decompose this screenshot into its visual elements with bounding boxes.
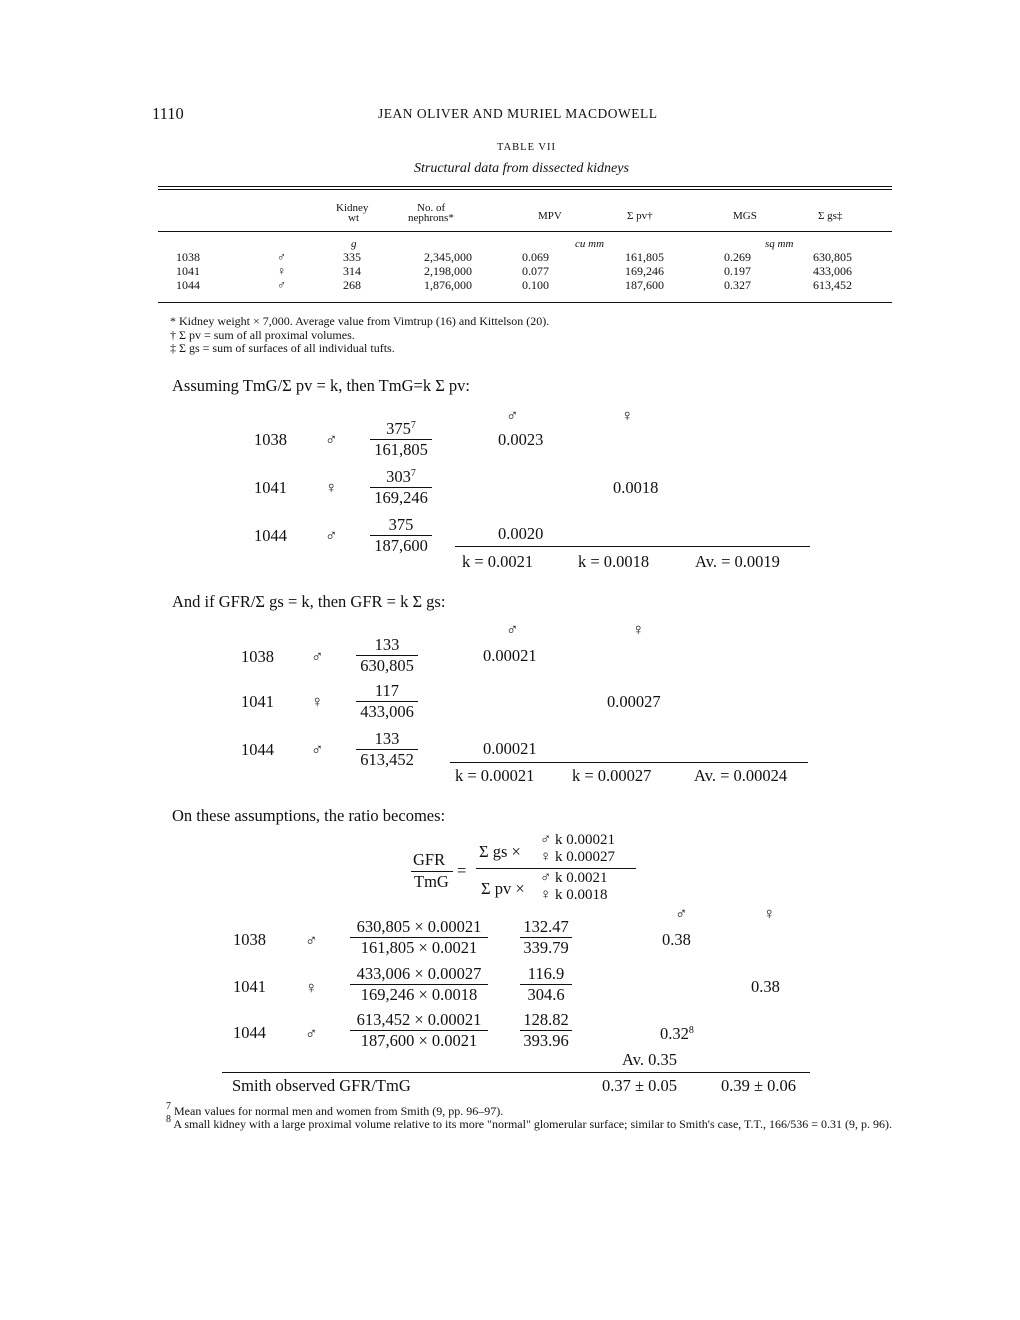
sex-symbol: ♂ <box>311 647 324 666</box>
male-column-symbol: ♂ <box>675 904 688 923</box>
result-denominator: 304.6 <box>527 985 565 1004</box>
male-value: 0.00021 <box>483 739 537 758</box>
formula-num-female: ♀ k 0.00027 <box>540 849 615 865</box>
table-cell-sex: ♂ <box>277 278 286 292</box>
male-column-symbol: ♂ <box>506 406 519 425</box>
table-cell-wt: 314 <box>343 264 361 278</box>
male-ratio <box>660 1024 694 1044</box>
formula-den-female: ♀ k 0.0018 <box>540 887 608 903</box>
kidney-id: 1038 <box>254 430 287 449</box>
formula-den-male: ♂ k 0.0021 <box>540 870 608 886</box>
formula-equals: = <box>457 861 467 880</box>
result-numerator: 116.9 <box>520 965 572 985</box>
female-value: 0.0018 <box>613 478 659 497</box>
section2-intro: And if GFR/Σ gs = k, then GFR = k Σ gs: <box>172 592 446 611</box>
table-rule-bottom <box>158 302 892 303</box>
formula-num-term: Σ gs × <box>479 842 521 861</box>
table-cell-id: 1038 <box>176 250 200 264</box>
female-value: 0.00027 <box>607 692 661 711</box>
k-male: k = 0.00021 <box>455 766 535 785</box>
result-fraction <box>520 1011 572 1050</box>
table-cell-sex: ♂ <box>277 250 286 264</box>
result-numerator: 132.47 <box>520 918 572 938</box>
fraction <box>356 636 418 675</box>
fraction <box>356 682 418 721</box>
footnote-text: A small kidney with a large proximal volume relative to its more "normal" glomerular surface; similar to Smith's case, T.T., 166/536 = 0.31 (9, p. 96). <box>171 1117 893 1131</box>
denominator: 169,246 × 0.0018 <box>360 985 478 1004</box>
footnote <box>166 1114 896 1131</box>
sex-symbol: ♂ <box>311 740 324 759</box>
formula-lhs-numerator: GFR <box>413 850 446 869</box>
formula-lhs-denominator: TmG <box>414 872 449 891</box>
table-rule-top-1 <box>158 186 892 187</box>
table-footnote: ‡ Σ gs = sum of surfaces of all individual tufts. <box>170 341 395 355</box>
k-average: Av. = 0.0019 <box>695 552 780 571</box>
result-fraction <box>520 965 572 1004</box>
sex-symbol: ♂ <box>325 526 338 545</box>
formula-num-male: ♂ k 0.00021 <box>540 832 615 848</box>
numerator: 375 <box>386 419 411 438</box>
footnote-text: Mean values for normal men and women from Smith (9, pp. 96–97). <box>171 1104 504 1118</box>
table-cell-mpv: 0.077 <box>522 264 549 278</box>
result-fraction <box>520 918 572 957</box>
smith-male: 0.37 ± 0.05 <box>602 1076 678 1095</box>
sex-symbol: ♀ <box>325 478 338 497</box>
fraction <box>349 1011 489 1050</box>
male-ratio <box>662 930 691 950</box>
table-cell-wt: 268 <box>343 278 361 292</box>
table-cell-sum-pv: 169,246 <box>625 264 664 278</box>
kidney-id: 1044 <box>254 526 287 545</box>
numerator: 303 <box>386 467 411 486</box>
sex-symbol: ♂ <box>325 430 338 449</box>
k-female: k = 0.00027 <box>572 766 652 785</box>
col-header-wt: wt <box>348 212 359 224</box>
table-cell-sum-gs: 613,452 <box>813 278 852 292</box>
smith-female: 0.39 ± 0.06 <box>721 1076 797 1095</box>
male-value: 0.0020 <box>498 524 544 543</box>
table-cell-mgs: 0.327 <box>724 278 751 292</box>
footnote-mark: 7 <box>166 1101 171 1112</box>
col-header-kidney: Kidney <box>336 202 369 214</box>
formula-rule <box>476 868 636 869</box>
table-cell-id: 1041 <box>176 264 200 278</box>
sum-rule <box>455 546 810 547</box>
sex-symbol: ♀ <box>305 978 318 997</box>
male-value: 0.00021 <box>483 646 537 665</box>
numerator: 133 <box>356 730 418 750</box>
smith-label: Smith observed GFR/TmG <box>232 1076 411 1095</box>
table-cell-sum-gs: 630,805 <box>813 250 852 264</box>
footnote-mark: 8 <box>166 1114 171 1125</box>
table-cell-sum-pv: 187,600 <box>625 278 664 292</box>
footnote-ref: 7 <box>410 468 416 479</box>
running-title: JEAN OLIVER AND MURIEL MACDOWELL <box>378 106 658 121</box>
kidney-id: 1044 <box>233 1023 266 1042</box>
sex-symbol: ♀ <box>311 692 324 711</box>
table-cell-nephrons: 2,345,000 <box>424 250 472 264</box>
formula-den-term: Σ pv × <box>481 879 525 898</box>
kidney-id: 1041 <box>241 692 274 711</box>
table-footnote: † Σ pv = sum of all proximal volumes. <box>170 328 355 342</box>
result-numerator: 128.82 <box>520 1011 572 1031</box>
denominator: 187,600 <box>374 536 428 555</box>
col-header-sum-gs: Σ gs‡ <box>818 210 843 222</box>
numerator: 117 <box>356 682 418 702</box>
sex-symbol: ♂ <box>305 931 318 950</box>
male-column-symbol: ♂ <box>506 620 519 639</box>
col-header-mgs: MGS <box>733 210 757 222</box>
sum-rule <box>450 762 808 763</box>
numerator: 375 <box>388 515 414 534</box>
fraction <box>370 468 432 507</box>
numerator: 630,805 × 0.00021 <box>350 918 488 938</box>
denominator: 161,805 × 0.0021 <box>360 938 478 957</box>
section1-intro: Assuming TmG/Σ pv = k, then TmG=k Σ pv: <box>172 376 471 395</box>
fraction <box>349 918 489 957</box>
unit-cu-mm: cu mm <box>575 238 605 250</box>
table-footnote: * Kidney weight × 7,000. Average value from Vimtrup (16) and Kittelson (20). <box>170 314 550 328</box>
ratio-value: 0.38 <box>662 930 691 949</box>
table-cell-mgs: 0.269 <box>724 250 751 264</box>
table-cell-wt: 335 <box>343 250 361 264</box>
female-ratio: 0.38 <box>751 977 780 996</box>
col-header-mpv: MPV <box>538 210 562 222</box>
section3-intro: On these assumptions, the ratio becomes: <box>172 806 446 825</box>
page-number: 1110 <box>152 104 184 123</box>
table-caption: Structural data from dissected kidneys <box>414 161 629 176</box>
sex-symbol: ♂ <box>305 1024 318 1043</box>
table-rule-top-2 <box>158 189 892 190</box>
denominator: 630,805 <box>360 656 414 675</box>
footnote-ref: 7 <box>410 420 416 431</box>
table-cell-nephrons: 2,198,000 <box>424 264 472 278</box>
fraction <box>356 730 418 769</box>
col-header-no-of: No. of <box>417 202 446 214</box>
table-cell-id: 1044 <box>176 278 200 292</box>
smith-rule <box>222 1072 810 1073</box>
female-column-symbol: ♀ <box>632 620 645 639</box>
unit-g: g <box>351 238 357 250</box>
kidney-id: 1038 <box>233 930 266 949</box>
table-cell-mgs: 0.197 <box>724 264 751 278</box>
ratio-value: 0.32 <box>660 1024 689 1043</box>
kidney-id: 1044 <box>241 740 274 759</box>
table-cell-mpv: 0.069 <box>522 250 549 264</box>
table-cell-sum-pv: 161,805 <box>625 250 664 264</box>
fraction <box>370 516 432 555</box>
kidney-id: 1041 <box>233 977 266 996</box>
result-denominator: 393.96 <box>523 1031 569 1050</box>
col-header-nephrons: nephrons* <box>408 212 454 224</box>
numerator: 613,452 × 0.00021 <box>350 1011 488 1031</box>
table-cell-nephrons: 1,876,000 <box>424 278 472 292</box>
k-female: k = 0.0018 <box>578 552 650 571</box>
female-column-symbol: ♀ <box>763 904 776 923</box>
kidney-id: 1041 <box>254 478 287 497</box>
female-column-symbol: ♀ <box>621 406 634 425</box>
male-value: 0.0023 <box>498 430 544 449</box>
table-rule-header <box>158 231 892 232</box>
numerator: 133 <box>356 636 418 656</box>
fraction <box>349 965 489 1004</box>
ratio-average: Av. 0.35 <box>622 1050 677 1069</box>
denominator: 187,600 × 0.0021 <box>360 1031 478 1050</box>
table-cell-sex: ♀ <box>277 264 286 278</box>
fraction <box>370 420 432 459</box>
table-label: TABLE VII <box>497 142 556 153</box>
table-cell-mpv: 0.100 <box>522 278 549 292</box>
k-average: Av. = 0.00024 <box>694 766 788 785</box>
unit-sq-mm: sq mm <box>765 238 794 250</box>
k-male: k = 0.0021 <box>462 552 534 571</box>
table-cell-sum-gs: 433,006 <box>813 264 852 278</box>
denominator: 613,452 <box>360 750 414 769</box>
denominator: 433,006 <box>360 702 414 721</box>
denominator: 169,246 <box>374 488 428 507</box>
kidney-id: 1038 <box>241 647 274 666</box>
numerator: 433,006 × 0.00027 <box>350 965 488 985</box>
col-header-sum-pv: Σ pv† <box>627 210 653 222</box>
result-denominator: 339.79 <box>523 938 569 957</box>
denominator: 161,805 <box>374 440 428 459</box>
footnote-ref: 8 <box>688 1025 694 1036</box>
